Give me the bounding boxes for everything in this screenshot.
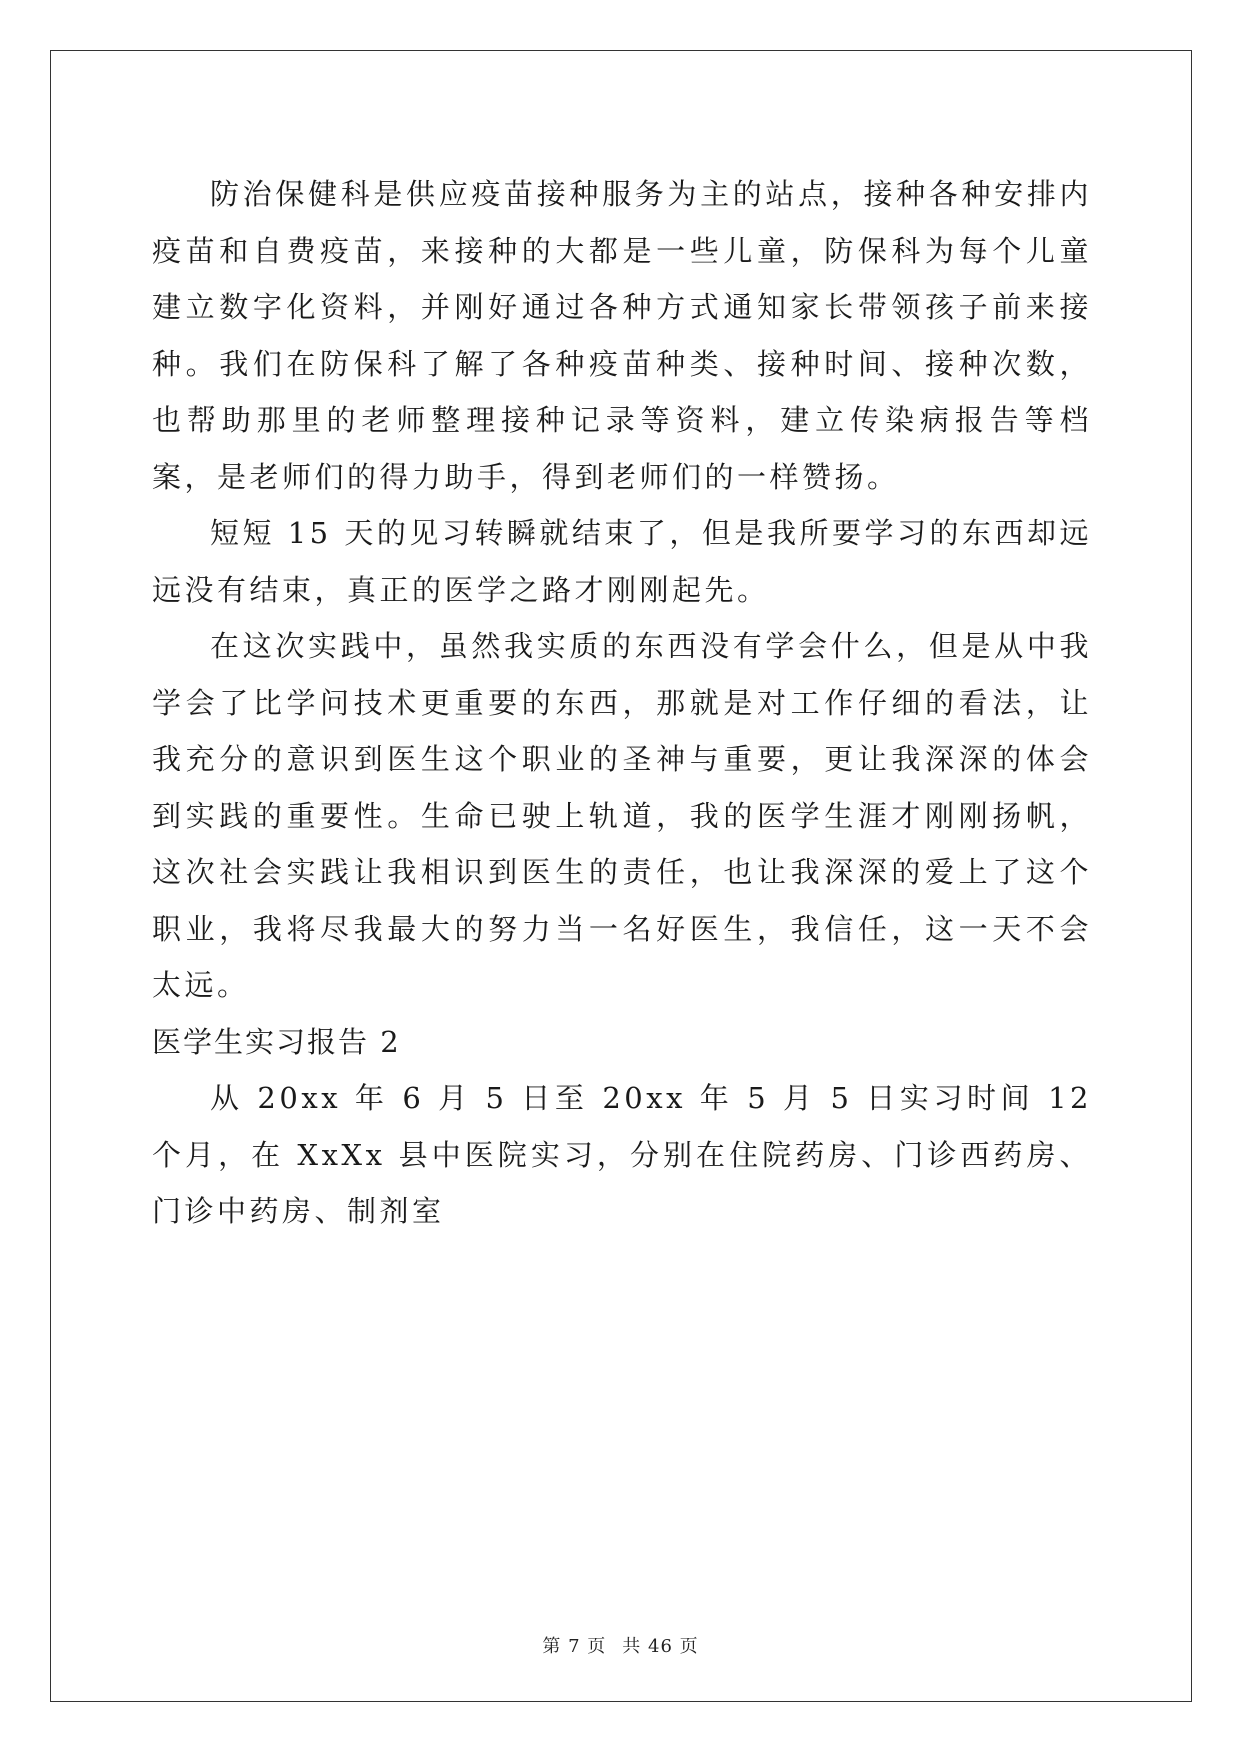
paragraph: 短短 15 天的见习转瞬就结束了，但是我所要学习的东西却远远没有结束，真正的医学之路才刚刚起先。 (152, 516, 1092, 607)
section-heading: 医学生实习报告 2 (152, 1024, 401, 1059)
page-footer (0, 1632, 1241, 1658)
paragraph: 防治保健科是供应疫苗接种服务为主的站点，接种各种安排内疫苗和自费疫苗，来接种的大都是一些儿童，防保科为每个儿童建立数字化资料，并刚好通过各种方式通知家长带领孩子前来接种。我们在防保科了解了各种疫苗种类、接种时间、接种次数，也帮助那里的老师整理接种记录等资料，建立传染病报告等档案，是老师们的得力助手，得到老师们的一样赞扬。 (152, 177, 1092, 494)
paragraph: 在这次实践中，虽然我实质的东西没有学会什么，但是从中我学会了比学问技术更重要的东西，那就是对工作仔细的看法，让我充分的意识到医生这个职业的圣神与重要，更让我深深的体会到实践的重要性。生命已驶上轨道，我的医学生涯才刚刚扬帆，这次社会实践让我相识到医生的责任，也让我深深的爱上了这个职业，我将尽我最大的努力当一名好医生，我信任，这一天不会太远。 (152, 629, 1092, 1002)
page-total: 共 46 页 (622, 1636, 699, 1657)
document-body (152, 166, 1092, 1240)
paragraph: 从 20xx 年 6 月 5 日至 20xx 年 5 月 5 日实习时间 12 个月，在 XxXx 县中医院实习，分别在住院药房、门诊西药房、门诊中药房、制剂室 (152, 1081, 1092, 1228)
page-number: 第 7 页 (542, 1636, 607, 1657)
